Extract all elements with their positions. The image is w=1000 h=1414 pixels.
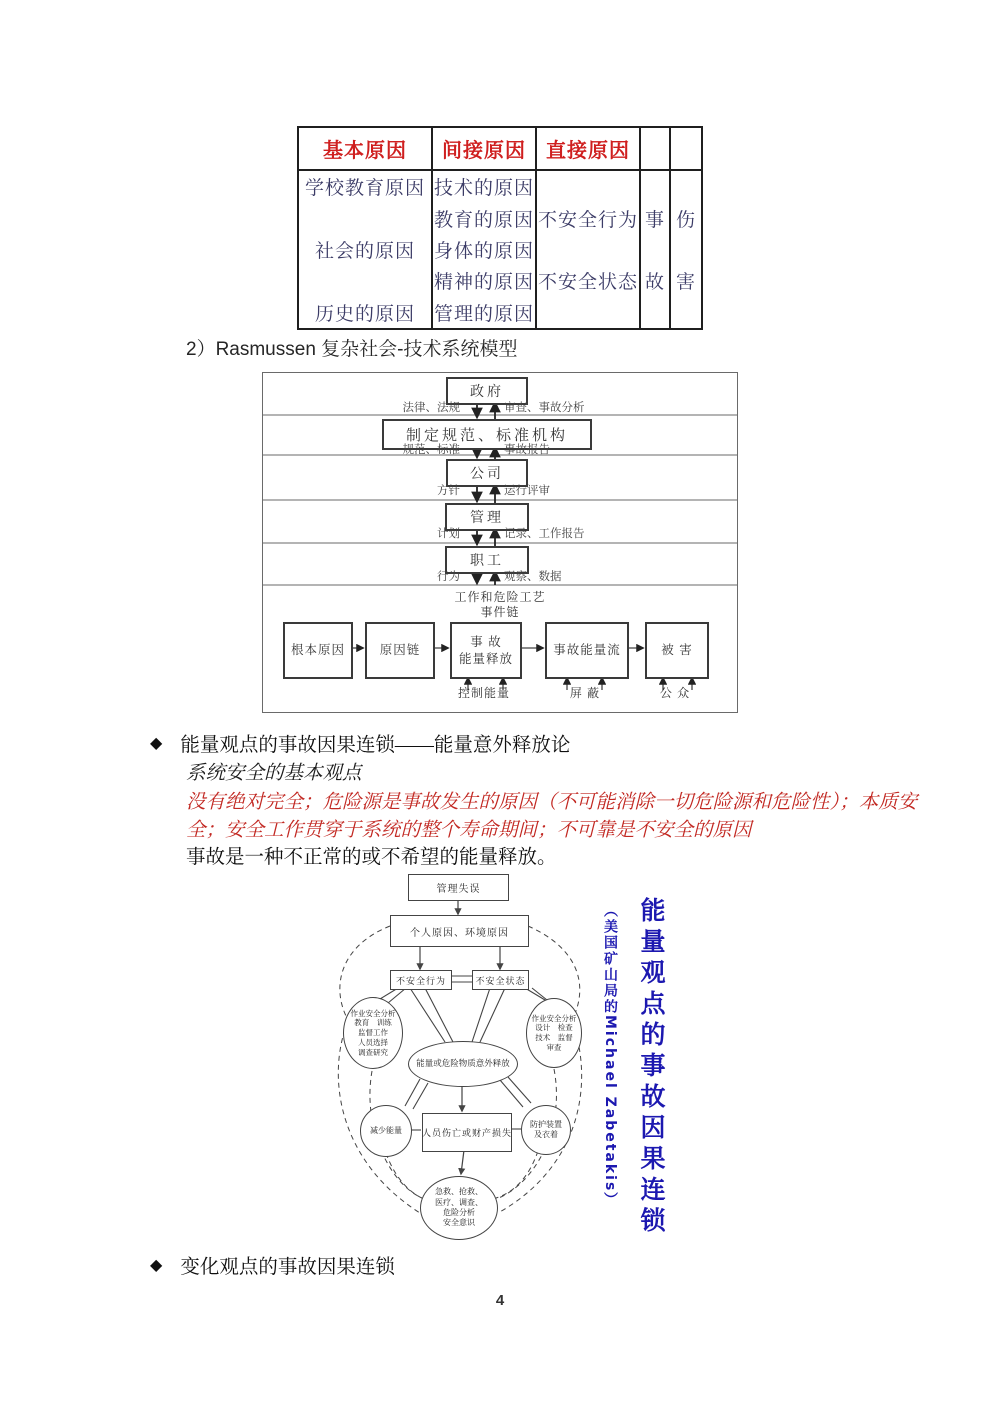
bullet-change-viewpoint [150, 1251, 395, 1279]
rasmussen-diagram [262, 372, 738, 713]
oval-line: 作业安全分析 [531, 1013, 577, 1023]
table-cell: 不安全状态 [537, 272, 638, 294]
cause-table-body [299, 171, 701, 328]
flow-box-line: 根本原因 [290, 643, 345, 658]
label-public: 公 众 [659, 686, 691, 700]
box-management-failure: 管理失误 [408, 874, 509, 901]
flow-box-line: 事故能量流 [553, 643, 621, 658]
oval-line: 减少能量 [370, 1125, 402, 1135]
flow-box-energy-release [450, 622, 522, 679]
cause-table-header-row [299, 128, 701, 171]
oval-line: 安全意识 [443, 1218, 475, 1228]
rasmussen-heading: 2）Rasmussen 复杂社会-技术系统模型 [186, 339, 518, 360]
flow-box-line: 能量释放 [458, 651, 513, 666]
table-cell: 故 [644, 272, 665, 294]
table-cell: 事 [644, 209, 665, 231]
header-empty-1 [641, 128, 671, 169]
label-control-energy: 控制能量 [457, 686, 510, 700]
diamond-bullet-icon: ◆ [150, 735, 163, 752]
diamond-bullet-icon: ◆ [150, 1257, 163, 1274]
box-company: 公司 [446, 459, 528, 487]
system-safety-subtitle: 系统安全的基本观点 [186, 763, 362, 784]
label-standards: 规范、标准 [402, 444, 460, 456]
bullet-text: 能量观点的事故因果连锁——能量意外释放论 [180, 735, 571, 756]
label-plan: 计划 [437, 528, 460, 540]
table-cell: 社会的原因 [314, 240, 415, 262]
table-cell: 管理的原因 [433, 303, 534, 325]
oval-line: 监督工作 [358, 1028, 388, 1038]
box-standards-body: 制定规范、标准机构 [382, 419, 592, 450]
oval-line: 医疗、调查、 [435, 1197, 483, 1207]
table-cell: 教育的原因 [433, 209, 534, 231]
box-personal-env-causes: 个人原因、环境原因 [390, 915, 529, 947]
flow-box-victim [645, 622, 709, 679]
header-basic-causes: 基本原因 [299, 128, 433, 169]
column-indirect-causes [433, 171, 537, 328]
column-injury [671, 171, 701, 328]
box-government: 政府 [446, 377, 528, 405]
side-caption-source: （美国矿山局的Michael Zabetakis） [602, 903, 618, 1209]
column-direct-causes [537, 171, 641, 328]
label-review-analysis: 审查、事故分析 [504, 402, 585, 414]
ellipse-energy-release [408, 1041, 518, 1087]
label-operation-review: 运行评审 [504, 485, 550, 497]
label-behavior: 行为 [437, 571, 460, 583]
label-shielding: 屏 蔽 [569, 686, 601, 700]
red-note-line-1: 没有绝对完全；危险源是事故发生的原因（不可能消除一切危险源和危险性）；本质安 [186, 792, 918, 813]
column-basic-causes [299, 171, 433, 328]
label-observe-data: 观察、数据 [504, 571, 562, 583]
table-cell: 身体的原因 [433, 240, 534, 262]
bullet-energy-viewpoint [150, 729, 570, 757]
oval-line: 能量或危险物质意外释放 [416, 1058, 510, 1069]
oval-line: 审查 [546, 1042, 562, 1052]
box-injury-loss: 人员伤亡或财产损失 [422, 1113, 512, 1152]
red-note-line-2: 全；安全工作贯穿于系统的整个寿命期间；不可靠是不安全的原因 [186, 820, 752, 841]
side-caption-title: 能量观点的事故因果连锁 [637, 897, 666, 1238]
box-unsafe-act: 不安全行为 [390, 970, 452, 990]
header-direct-causes: 直接原因 [537, 128, 641, 169]
oval-line: 防护装置 [530, 1119, 562, 1129]
flow-box-root-cause [283, 622, 353, 679]
table-cell: 伤 [675, 209, 696, 231]
oval-line: 技术 监督 [535, 1033, 573, 1042]
oval-line: 及衣着 [534, 1130, 558, 1139]
label-policy: 方针 [437, 485, 460, 497]
label-work-process: 工作和危险工艺 [454, 590, 546, 604]
cause-table [297, 126, 703, 330]
table-cell: 历史的原因 [314, 303, 415, 325]
circle-first-aid [420, 1176, 498, 1240]
table-cell: 害 [675, 272, 696, 294]
oval-safety-analysis-right [526, 998, 582, 1068]
circle-reduce-energy [360, 1105, 412, 1157]
bullet-text: 变化观点的事故因果连锁 [180, 1257, 395, 1278]
circle-protective-equipment [521, 1105, 571, 1155]
flow-box-line: 被 害 [661, 643, 693, 658]
oval-line: 设计 检查 [535, 1023, 573, 1033]
box-management: 管理 [445, 503, 529, 531]
label-records-report: 记录、工作报告 [504, 528, 585, 540]
box-unsafe-condition: 不安全状态 [472, 970, 529, 990]
page-number: 4 [495, 1292, 505, 1309]
label-event-chain: 事件链 [480, 605, 520, 619]
oval-line: 调查研究 [358, 1047, 388, 1057]
flow-box-cause-chain [365, 622, 435, 679]
flow-box-line: 事 故 [470, 635, 502, 650]
label-laws: 法律、法规 [402, 402, 460, 414]
oval-line: 急救、抢救、 [435, 1187, 483, 1197]
oval-line: 教育 训练 [354, 1018, 392, 1028]
header-indirect-causes: 间接原因 [433, 128, 537, 169]
table-cell: 技术的原因 [433, 178, 534, 200]
table-cell: 精神的原因 [433, 272, 534, 294]
table-cell: 学校教育原因 [304, 178, 425, 200]
oval-line: 危险分析 [443, 1208, 475, 1217]
label-accident-report: 事故报告 [504, 444, 550, 456]
box-workers: 职工 [445, 546, 529, 574]
oval-line: 作业安全分析 [350, 1008, 396, 1018]
flow-box-line: 原因链 [379, 643, 421, 658]
accident-definition: 事故是一种不正常的或不希望的能量释放。 [186, 847, 557, 868]
header-empty-2 [671, 128, 701, 169]
table-cell: 不安全行为 [537, 209, 638, 231]
flow-box-energy-flow [545, 622, 629, 679]
oval-safety-analysis-left [343, 997, 403, 1069]
oval-line: 人员选择 [358, 1037, 388, 1047]
column-accident [641, 171, 671, 328]
